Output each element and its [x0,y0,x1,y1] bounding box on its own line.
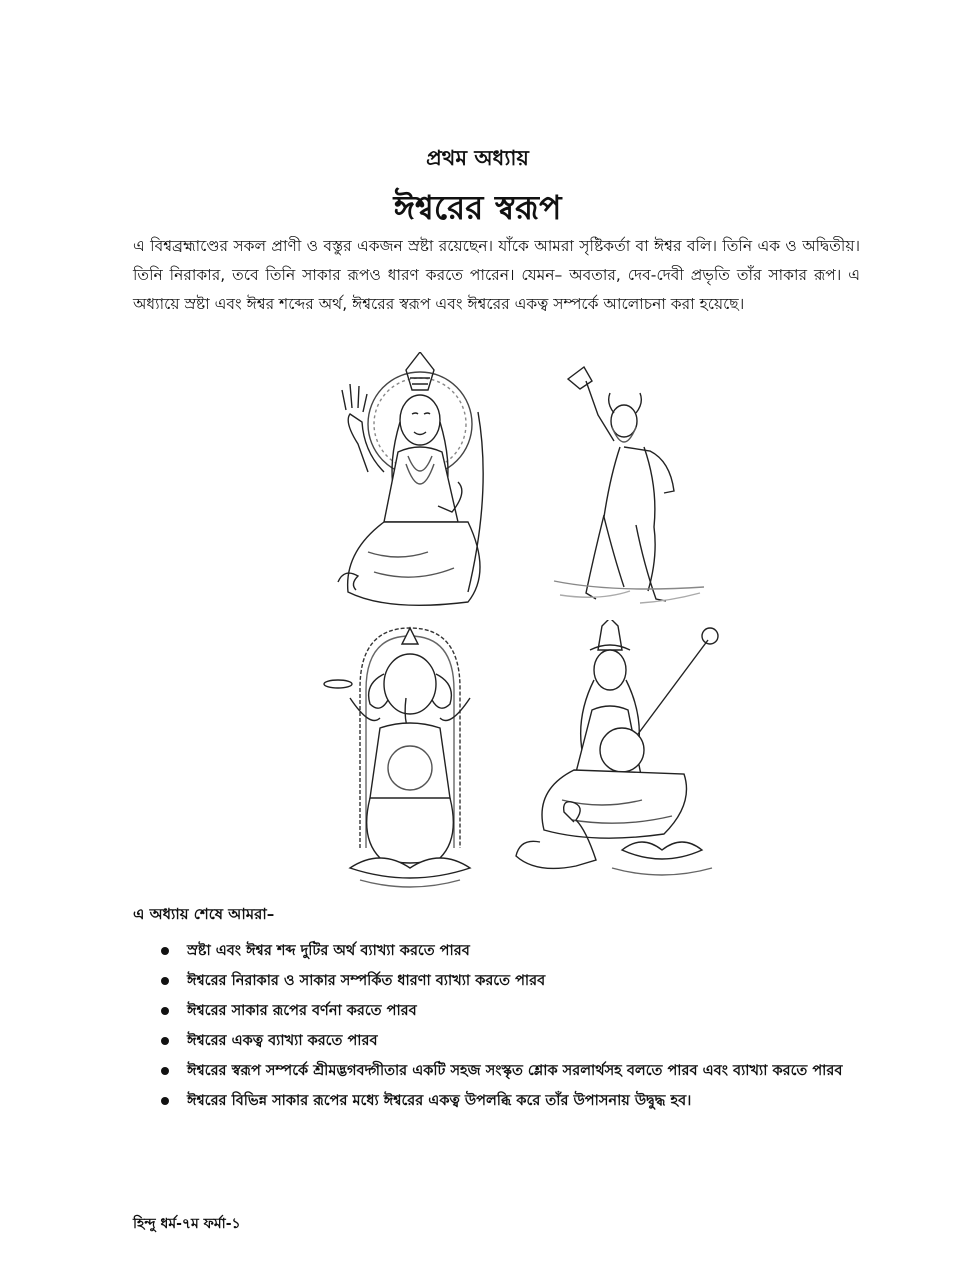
list-item [161,998,861,1025]
outcomes-heading: এ অধ্যায় শেষে আমরা– [133,905,275,923]
saraswati-drawing [512,620,722,892]
bullet-icon [161,977,169,985]
outcome-text: ঈশ্বরের একত্ব ব্যাখ্যা করতে পারব [187,1033,378,1049]
outcome-text: ঈশ্বরের বিভিন্ন সাকার রূপের মধ্যে ঈশ্বরের একত্ব উপলব্ধি করে তাঁর উপাসনায় উদ্বুদ্ধ হব। [187,1093,692,1109]
outcome-text: ঈশ্বরের সাকার রূপের বর্ণনা করতে পারব [187,1003,417,1019]
list-item [161,1088,861,1115]
bullet-icon [161,1007,169,1015]
outcome-text: স্রষ্টা এবং ঈশ্বর শব্দ দুটির অর্থ ব্যাখ্যা করতে পারব [187,943,470,959]
list-item [161,1028,861,1055]
bullet-icon [161,947,169,955]
rama-drawing [328,352,506,614]
outcome-text: ঈশ্বরের নিরাকার ও সাকার সম্পর্কিত ধারণা ব্যাখ্যা করতে পারব [187,973,546,989]
chapter-label: প্রথম অধ্যায় [426,146,529,170]
list-item [161,1058,861,1085]
list-item [161,968,861,995]
bullet-icon [161,1037,169,1045]
list-item [161,938,861,965]
bullet-icon [161,1067,169,1075]
parashurama-drawing [540,355,720,611]
outcomes-list [161,938,861,1118]
ganesha-drawing [320,618,498,898]
bullet-icon [161,1097,169,1105]
chapter-title: ঈশ্বরের স্বরূপ [393,188,562,227]
outcome-text: ঈশ্বরের স্বরূপ সম্পর্কে শ্রীমদ্ভগবদ্গীতার একটি সহজ সংস্কৃত শ্লোক সরলার্থসহ বলতে পারব এবং ব্যাখ্যা করতে পারব [187,1063,843,1079]
page-footer: হিন্দু ধর্ম-৭ম ফর্মা-১ [133,1216,241,1232]
intro-paragraph: এ বিশ্বব্রহ্মাণ্ডের সকল প্রাণী ও বস্তুর একজন স্রষ্টা রয়েছেন। যাঁকে আমরা সৃষ্টিকর্তা বা ঈশ্বর বলি। তিনি এক ও অদ্বিতীয়। তিনি নিরাকার, তবে তিনি সাকার রূপও ধারণ করতে পারেন। যেমন– অবতার, দেব-দেবী প্রভৃতি তাঁর সাকার রূপ। এ অধ্যায়ে স্রষ্টা এবং ঈশ্বর শব্দের অর্থ, ঈশ্বরের স্বরূপ এবং ঈশ্বরের একত্ব সম্পর্কে আলোচনা করা হয়েছে। [133,237,860,313]
